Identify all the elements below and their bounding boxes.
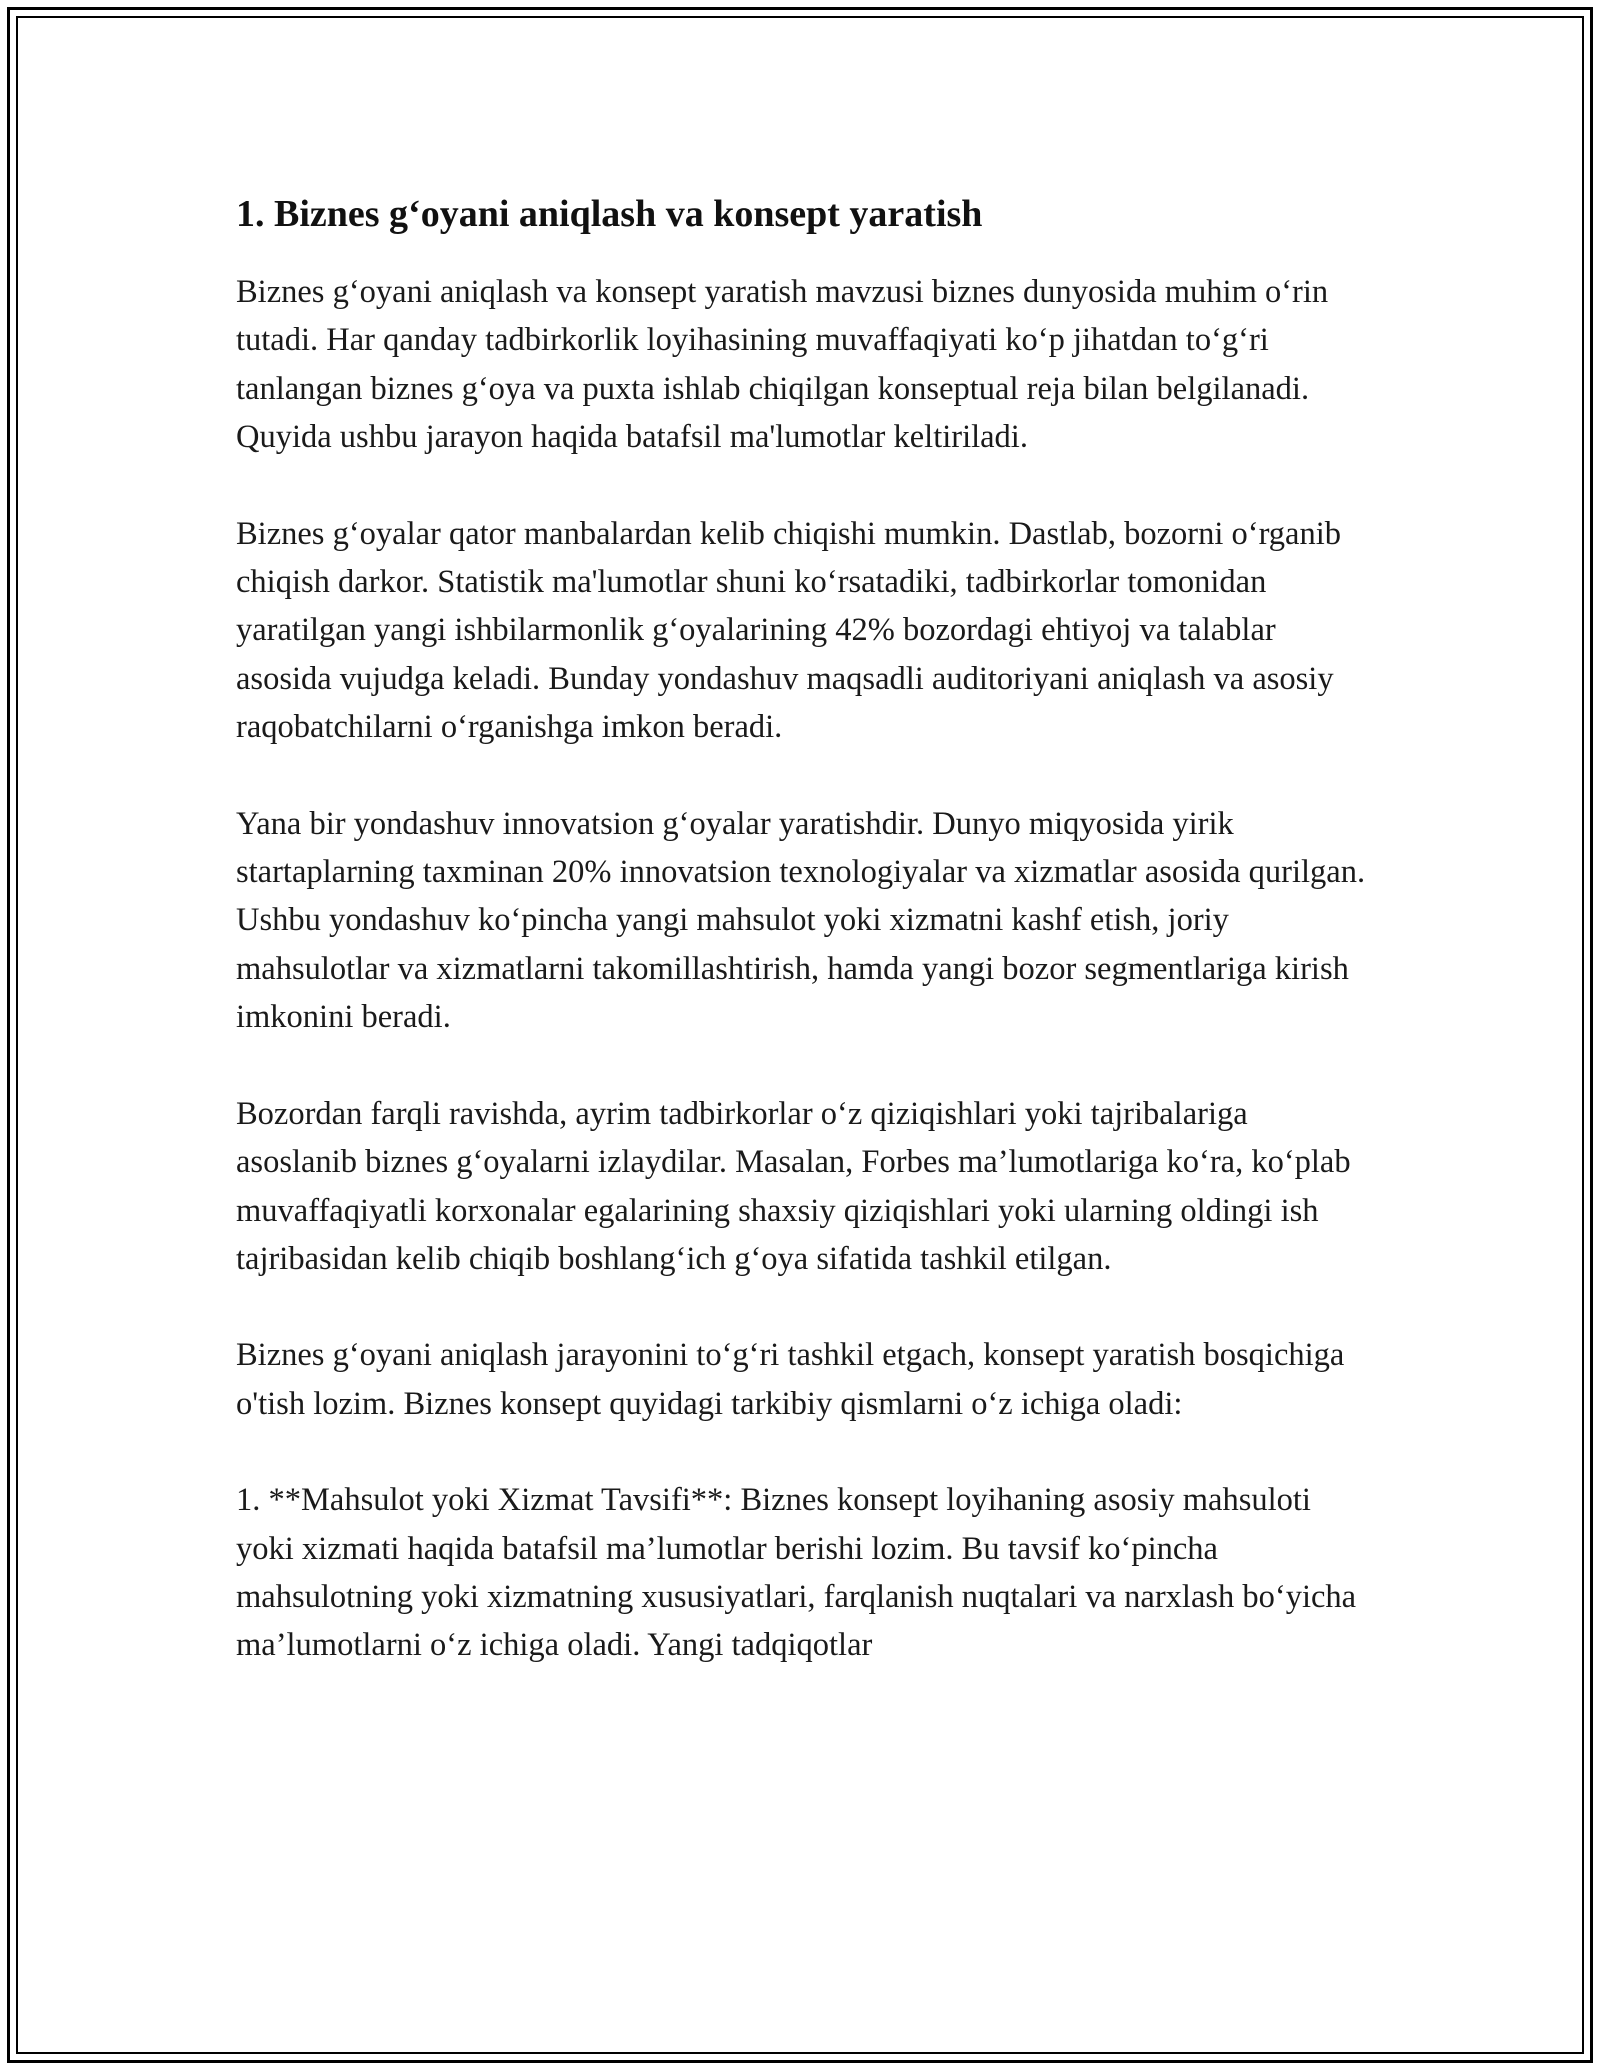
paragraph-concept-components: Biznes g‘oyani aniqlash jarayonini to‘g‘ri tashkil etgach, konsept yaratish bosqichiga o'tish lozim. Biznes konsept quyidagi tarkibiy qismlarni o‘z ichiga oladi: [236, 1337, 1345, 1422]
paragraph-personal-interests: Bozordan farqli ravishda, ayrim tadbirkorlar o‘z qiziqishlari yoki tajribalariga asoslanib biznes g‘oyalarni izlaydilar. Masalan, Forbes ma’lumotlariga ko‘ra, ko‘plab muvaffaqiyatli korxonalar egalarining shaxsiy qiziqishlari yoki ularning oldingi ish tajribasidan kelib chiqib boshlang‘ich g‘oya sifatida tashkil etilgan. [236, 1095, 1351, 1277]
paragraph-product-description: 1. **Mahsulot yoki Xizmat Tavsifi**: Biznes konsept loyihaning asosiy mahsuloti yoki xizmati haqida batafsil ma’lumotlar berishi lozim. Bu tavsif ko‘pincha mahsulotning yoki xizmatning xususiyatlari, farqlanish nuqtalari va narxlash bo‘yicha ma’lumotlarni o‘z ichiga oladi. Yangi tadqiqotlar [236, 1482, 1357, 1664]
paragraph-innovation: Yana bir yondashuv innovatsion g‘oyalar yaratishdir. Dunyo miqyosida yirik startaplarning taxminan 20% innovatsion texnologiyalar va xizmatlar asosida qurilgan. Ushbu yondashuv ko‘pincha yangi mahsulot yoki xizmatni kashf etish, joriy mahsulotlar va xizmatlarni takomillashtirish, hamda yangi bozor segmentlariga kirish imkonini beradi. [236, 805, 1366, 1036]
paragraph-market-sources: Biznes g‘oyalar qator manbalardan kelib chiqishi mumkin. Dastlab, bozorni o‘rganib chiqish darkor. Statistik ma'lumotlar shuni ko‘rsatadiki, tadbirkorlar tomonidan yaratilgan yangi ishbilarmonlik g‘oyalarining 42% bozordagi ehtiyoj va talablar asosida vujudga keladi. Bunday yondashuv maqsadli auditoriyani aniqlash va asosiy raqobatchilarni o‘rganishga imkon beradi. [236, 515, 1342, 746]
document-body [236, 188, 1376, 1718]
section-heading: 1. Biznes g‘oyani aniqlash va konsept yaratish [236, 193, 983, 235]
paragraph-intro: Biznes g‘oyani aniqlash va konsept yaratish mavzusi biznes dunyosida muhim o‘rin tutadi. Har qanday tadbirkorlik loyihasining muvaffaqiyati ko‘p jihatdan to‘g‘ri tanlangan biznes g‘oya va puxta ishlab chiqilgan konseptual reja bilan belgilanadi. Quyida ushbu jarayon haqida batafsil ma'lumotlar keltiriladi. [236, 274, 1329, 456]
